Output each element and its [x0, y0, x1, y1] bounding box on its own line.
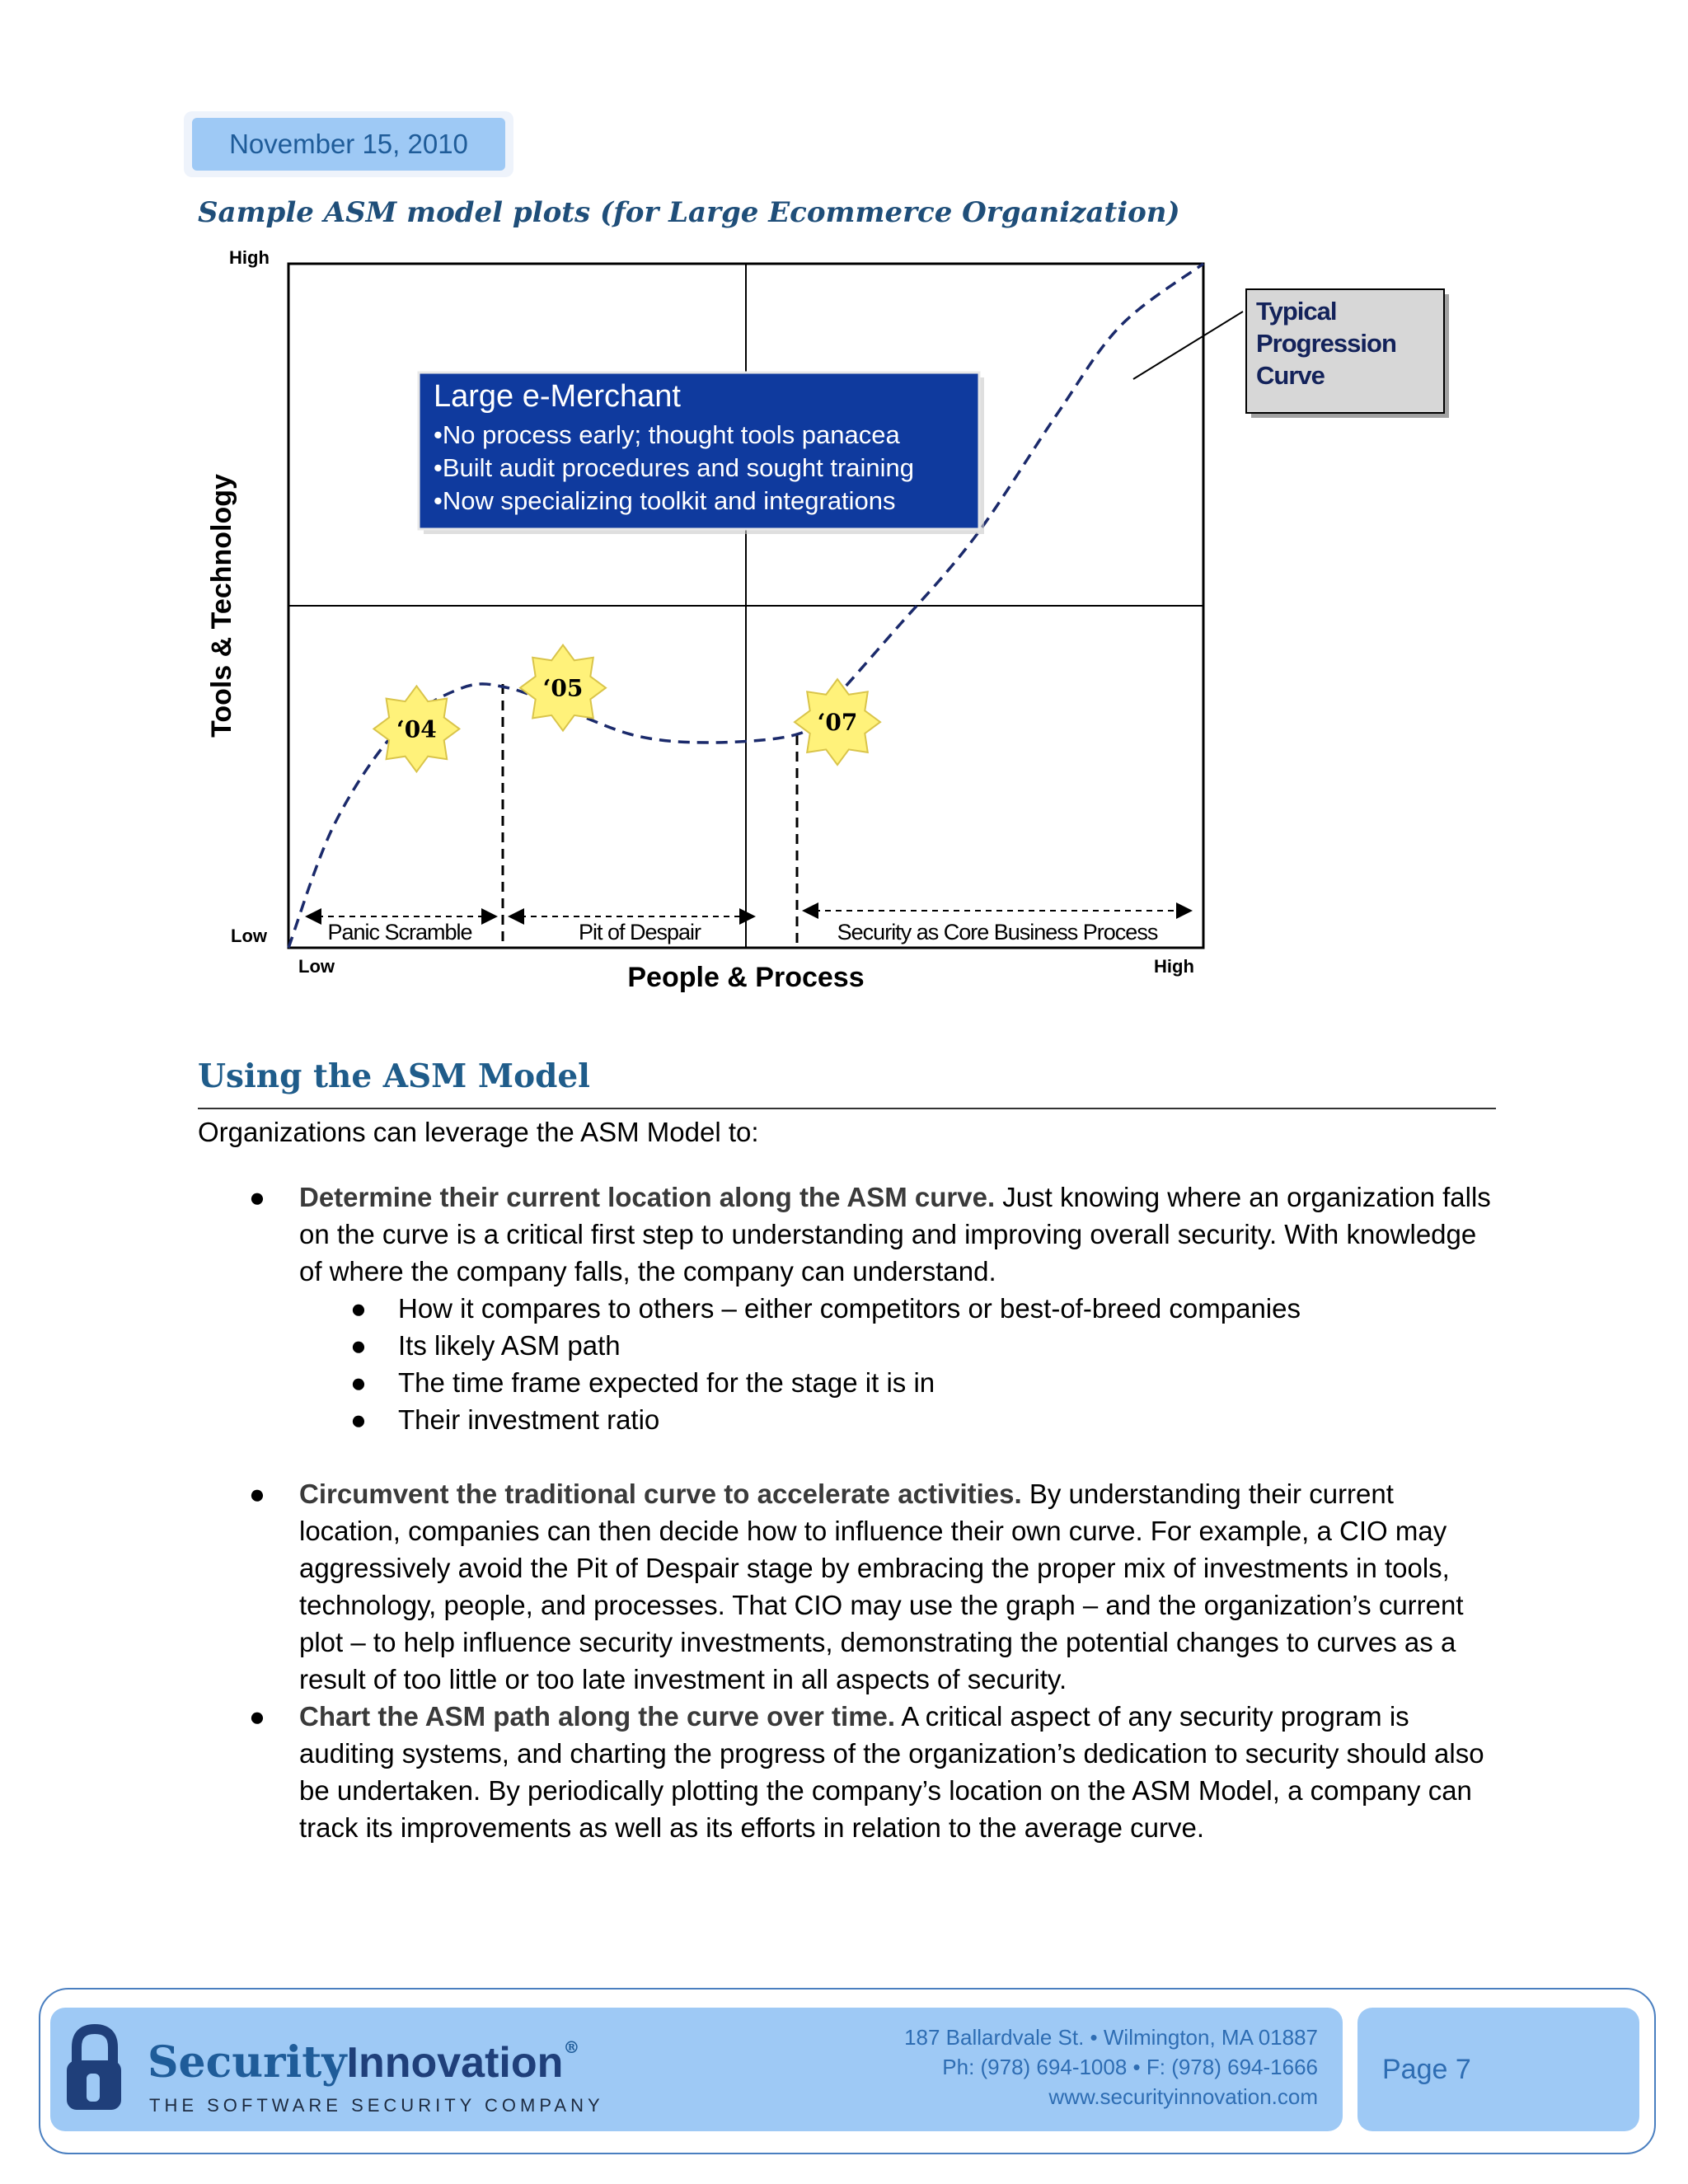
bullet-dot: ● — [249, 1701, 265, 1732]
bullet-text: By understanding their current location, companies can then decide how to influence their own curve. For example, a CIO may aggressively avoid the Pit of Despair stage by embracing the proper mix of investments in tools, technology, people, and processes. That CIO may use the graph – and the organization’s current plot – to help influence security investments, demonstrating the potential changes to curves as a result of too little or too late investment in all aspects of security. — [299, 1479, 1464, 1694]
bullet-bold: Circumvent the traditional curve to accelerate activities. — [299, 1479, 1022, 1509]
section-rule — [198, 1108, 1496, 1109]
footer-band — [50, 2008, 1343, 2131]
logo-security: Security — [148, 2037, 347, 2088]
website-link[interactable]: www.securityinnovation.com — [1048, 2084, 1318, 2109]
company-tagline: THE SOFTWARE SECURITY COMPANY — [149, 2095, 604, 2116]
bullet-text: A critical aspect of any security program is auditing systems, and charting the progress of the organization’s dedication to security should also be undertaken. By periodically plotting the company’s location on the ASM Model, a company can track its improvements as well as its efforts in relation to the average curve. — [299, 1701, 1484, 1843]
milestone-star-2 — [520, 645, 606, 731]
sub-bullet-item: ● How it compares to others – either competitors or best-of-breed companies — [350, 1293, 1301, 1324]
page-number: Page 7 — [1357, 2008, 1639, 2131]
sub-bullet-text: How it compares to others – either competitors or best-of-breed companies — [398, 1293, 1301, 1324]
bullet-dot: ● — [249, 1182, 265, 1212]
curve-label-box — [1246, 289, 1449, 418]
sub-bullet-item: ● Their investment ratio — [350, 1404, 660, 1435]
bullet-item — [198, 1698, 1500, 1846]
sub-bullet-item: ● Its likely ASM path — [350, 1330, 621, 1361]
stage-label-pit: Pit of Despair — [578, 920, 701, 944]
y-axis-title: Tools & Technology — [206, 474, 237, 738]
logo-innovation: Innovation — [346, 2039, 564, 2087]
x-low-label: Low — [298, 956, 335, 977]
milestone-label: ‘05 — [542, 674, 584, 702]
phone-fax: Ph: (978) 694-1008 • F: (978) 694-1666 — [942, 2055, 1318, 2079]
stage-label-panic: Panic Scramble — [327, 920, 472, 944]
section-intro: Organizations can leverage the ASM Model to: — [198, 1117, 759, 1147]
date-text: November 15, 2010 — [192, 118, 505, 171]
contact-block — [904, 2022, 1318, 2111]
section-heading: Using the ASM Model — [198, 1057, 590, 1095]
page-footer — [39, 1988, 1656, 2154]
bullet-list — [198, 1179, 1500, 1846]
x-axis-title: People & Process — [627, 962, 865, 993]
logo-registered: ® — [563, 2037, 580, 2057]
x-high-label: High — [1154, 956, 1194, 977]
asm-chart — [198, 239, 1467, 1005]
stage-label-core: Security as Core Business Process — [837, 920, 1158, 944]
y-high-label: High — [229, 247, 270, 268]
company-logo — [148, 2037, 579, 2088]
merchant-callout — [419, 373, 984, 534]
callout-line-2: •Built audit procedures and sought training — [434, 453, 915, 482]
bullet-item — [198, 1179, 1500, 1290]
callout-line-3: •Now specializing toolkit and integrations — [434, 486, 896, 515]
padlock-logo-icon — [62, 2022, 126, 2115]
sub-bullet-text: Its likely ASM path — [398, 1330, 621, 1361]
address: 187 Ballardvale St. • Wilmington, MA 01887 — [904, 2025, 1318, 2050]
callout-line-1: •No process early; thought tools panacea — [434, 420, 900, 449]
sub-bullet-text: The time frame expected for the stage it is in — [398, 1367, 935, 1398]
bullet-bold: Chart the ASM path along the curve over time. — [299, 1701, 896, 1732]
bullet-text: Just knowing where an organization falls on the curve is a critical first step to understanding and improving overall security. With knowledge of where the company falls, the company can understand. — [299, 1182, 1491, 1286]
sub-bullet-item: ● The time frame expected for the stage it is in — [350, 1367, 935, 1398]
y-low-label: Low — [231, 926, 267, 946]
milestone-label: ‘04 — [396, 715, 437, 743]
date-banner — [184, 111, 513, 177]
milestone-label: ‘07 — [817, 709, 858, 737]
figure-caption: Sample ASM model plots (for Large Ecommerce Organization) — [198, 196, 1180, 229]
curve-label-line-1: Typical — [1256, 297, 1337, 326]
curve-label-line-2: Progression — [1256, 329, 1396, 358]
curve-label-line-3: Curve — [1256, 361, 1325, 390]
bullet-bold: Determine their current location along the ASM curve. — [299, 1182, 996, 1212]
callout-title: Large e-Merchant — [434, 379, 681, 414]
bullet-item — [198, 1475, 1500, 1698]
milestone-star-1 — [373, 686, 459, 771]
bullet-dot: ● — [249, 1479, 265, 1509]
sub-bullet-text: Their investment ratio — [398, 1404, 660, 1435]
milestone-star-3 — [795, 679, 880, 765]
